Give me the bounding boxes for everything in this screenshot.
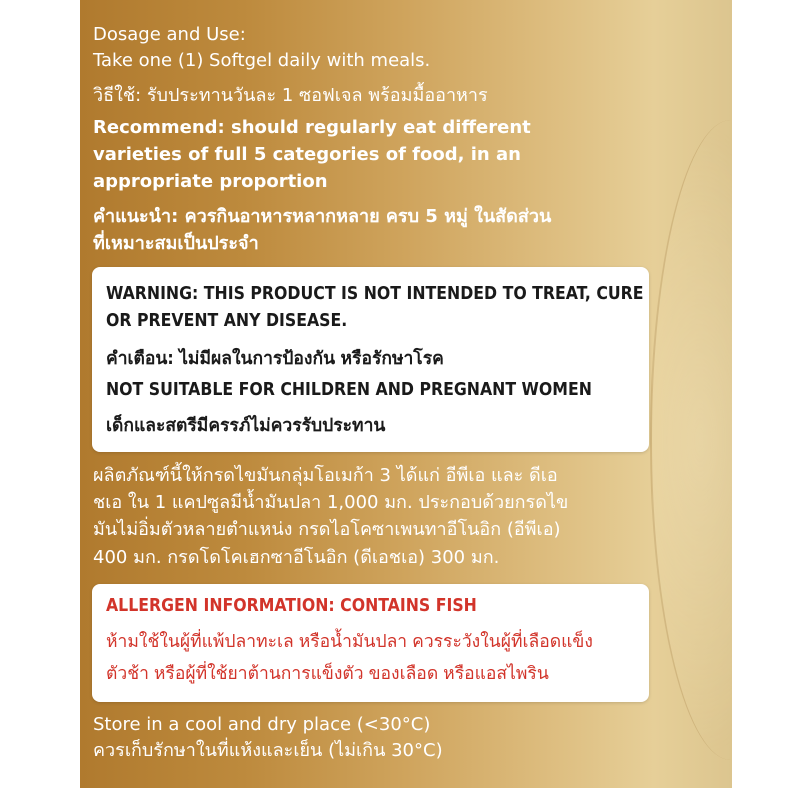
not-suitable-en: NOT SUITABLE FOR CHILDREN AND PREGNANT WOMEN: [106, 380, 592, 400]
allergen-box: [92, 584, 649, 702]
product-label-panel: [80, 0, 732, 788]
composition-line-4: 400 มก. กรดโดโคเฮกซาอีโนอิก (ดีเอชเอ) 300 มก.: [93, 547, 500, 568]
allergen-heading: ALLERGEN INFORMATION: CONTAINS FISH: [106, 596, 477, 616]
dosage-heading: Dosage and Use:: [93, 24, 246, 45]
allergen-th-line-1: ห้ามใช้ในผู้ที่แพ้ปลาทะเล หรือน้ำมันปลา ควรระวังในผู้ที่เลือดแข็ง: [106, 632, 593, 652]
recommend-en-line-1: Recommend: should regularly eat different: [93, 117, 531, 138]
warning-en-line-1: WARNING: THIS PRODUCT IS NOT INTENDED TO TREAT, CURE: [106, 284, 644, 304]
composition-line-3: มันไม่อิ่มตัวหลายตำแหน่ง กรดไอโคซาเพนทาอีโนอิก (อีพีเอ): [93, 519, 561, 540]
warning-en-line-2: OR PREVENT ANY DISEASE.: [106, 311, 348, 331]
recommend-en-line-2: varieties of full 5 categories of food, in an: [93, 144, 521, 165]
warning-th: คำเตือน: ไม่มีผลในการป้องกัน หรือรักษาโรค: [106, 349, 444, 369]
recommend-en-line-3: appropriate proportion: [93, 171, 328, 192]
recommend-th-line-1: คำแนะนำ: ควรกินอาหารหลากหลาย ครบ 5 หมู่ ในสัดส่วน: [93, 206, 552, 227]
allergen-th-line-2: ตัวช้า หรือผู้ที่ใช้ยาต้านการแข็งตัว ของเลือด หรือแอสไพริน: [106, 664, 549, 684]
composition-line-1: ผลิตภัณฑ์นี้ให้กรดไขมันกลุ่มโอเมก้า 3 ได้แก่ อีพีเอ และ ดีเอ: [93, 465, 558, 486]
dosage-instruction-en: Take one (1) Softgel daily with meals.: [93, 50, 431, 71]
dosage-instruction-th: วิธีใช้: รับประทานวันละ 1 ซอฟเจล พร้อมมื้ออาหาร: [93, 85, 488, 106]
storage-th: ควรเก็บรักษาในที่แห้งและเย็น (ไม่เกิน 30°C): [93, 740, 443, 761]
recommend-th-line-2: ที่เหมาะสมเป็นประจำ: [93, 233, 259, 254]
not-suitable-th: เด็กและสตรีมีครรภ์ไม่ควรรับประทาน: [106, 416, 386, 436]
warning-box: [92, 267, 649, 452]
composition-line-2: ชเอ ใน 1 แคปซูลมีน้ำมันปลา 1,000 มก. ประกอบด้วยกรดไข: [93, 492, 569, 513]
storage-en: Store in a cool and dry place (<30°C): [93, 714, 431, 735]
